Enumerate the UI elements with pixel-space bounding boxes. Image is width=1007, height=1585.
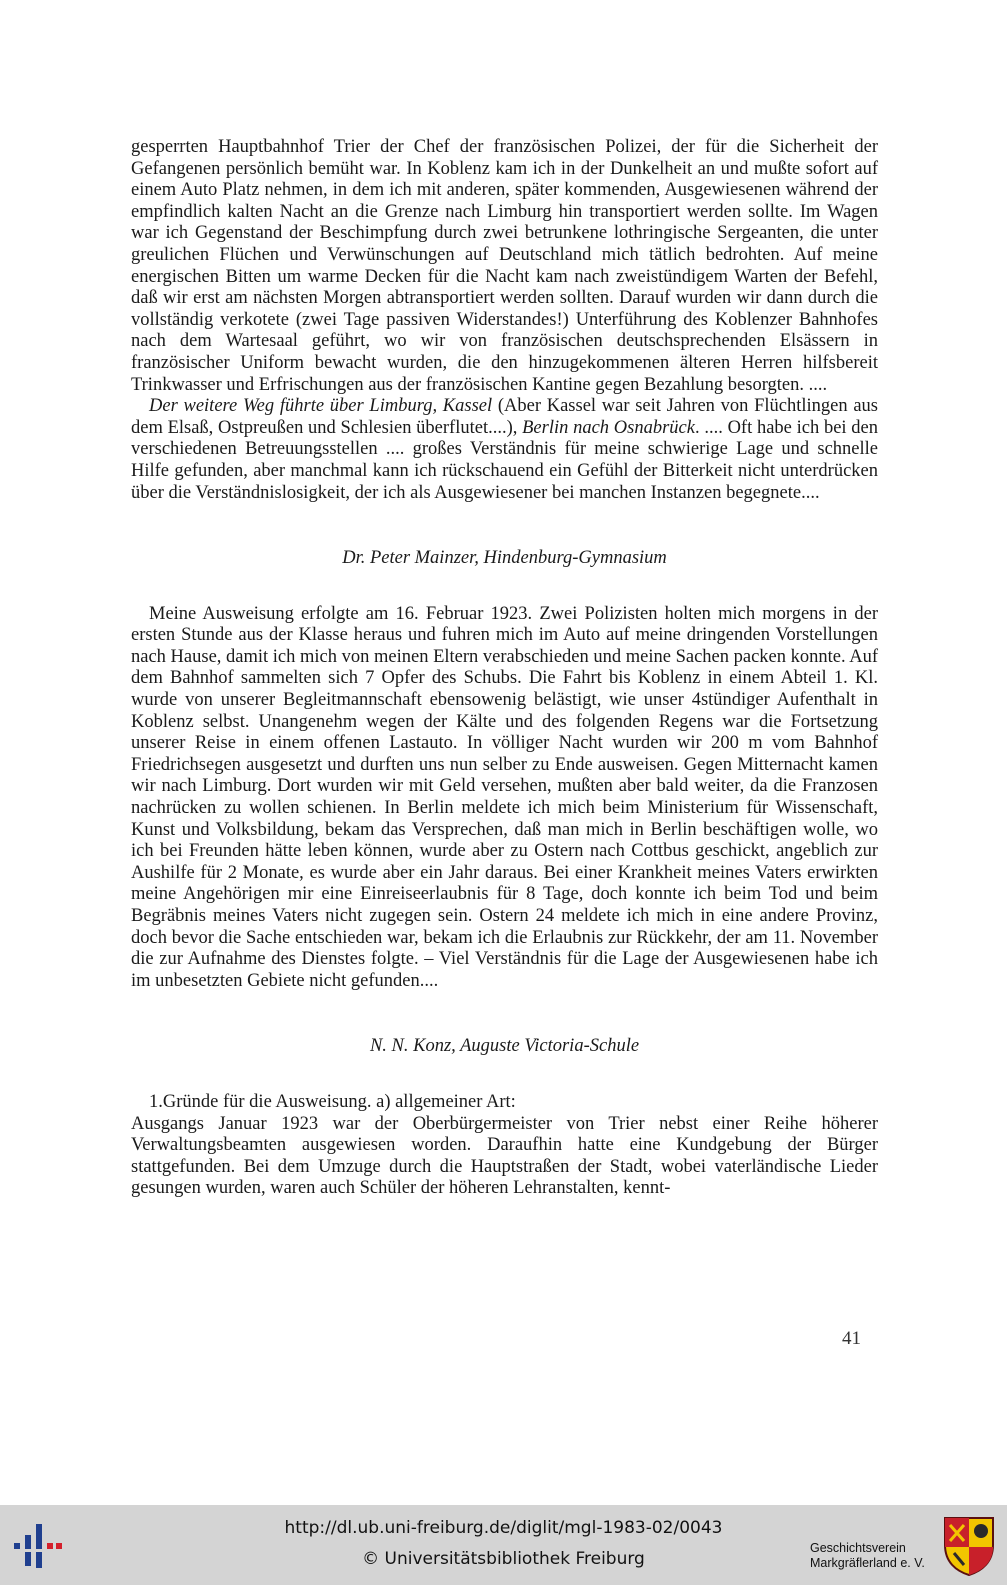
footer-copyright: © Universitätsbibliothek Freiburg [362,1549,645,1569]
society-name [810,1541,938,1571]
text-column [131,137,878,1200]
paragraph-konz-list-item: 1.Gründe für die Ausweisung. a) allgemeiner Art: [149,1091,516,1112]
society-name-line1: Geschichtsverein [810,1541,906,1555]
coat-of-arms-icon [942,1515,996,1577]
footer-bar [0,1505,1007,1585]
section-spacer [131,570,878,604]
paragraph-mainzer: Meine Ausweisung erfolgte am 16. Februar 1923. Zwei Polizisten holten mich morgens in der ersten Stunde aus der Klasse heraus und fuhren mich im Auto auf meine dringenden Vorstellungen nach Hause, damit ich mich von meinen Eltern verabschieden und meine Sachen packen konnte. Auf dem Bahnhof sammelten sich 7 Opfer des Schubs. Die Fahrt bis Koblenz in einem Abteil 1. Kl. wurde von unserer Begleitmannschaft ebensowenig belästigt, wie unser 4stündiger Aufenthalt in Koblenz selbst. Unangenehm wegen der Kälte und des folgenden Regens war die Fortsetzung unserer Reise in einem offenen Lastauto. In völliger Nacht wurden wir 200 m vom Bahnhof Friedrichsegen ausgesetzt und durften uns nun selber zu Ende ausweisen. Gegen Mitternacht kamen wir nach Limburg. Dort wurden wir mit Geld versehen, mußten aber bald weiter, da die Franzosen nachrücken zu wollen schienen. In Berlin meldete ich mich beim Ministerium für Wissenschaft, Kunst und Volksbildung, bekam das Versprechen, daß man mich in Berlin beschäftigen wolle, wo ich bei Freunden hätte leben können, wurde aber zu Ostern nach Cottbus geschickt, angeblich zur Aushilfe für 2 Monate, es wurde aber ein Jahr daraus. Bei einer Krankheit meines Vaters erwirkten meine Angehörigen mir eine Einreiseerlaubnis für 8 Tage, doch konnte ich beim Tod und beim Begräbnis meines Vaters nicht zugegen sein. Ostern 24 meldete ich mich in eine andere Provinz, doch bevor die Sache entschieden war, bekam ich die Erlaubnis zur Rückkehr, der am 11. November die zur Aufnahme des Dienstes folgte. – Viel Verständnis für die Lage der Ausgewiesenen habe ich im unbesetzten Gebiete nicht gefunden.... [131,603,878,991]
society-name-line2: Markgräflerland e. V. [810,1556,925,1570]
travel-text-2: . .... Oft habe ich bei den verschiedenen Betreuungsstellen .... großes Verständnis für meine schwierige Lage und schnelle Hilfe gefunden, aber manchmal kann ich rückschauend ein Gefühl der Bitterkeit nicht unterdrücken über die Verständnislosigkeit, der ich als Ausgewiesener bei manchen Instanzen begegnete.... [131,417,879,503]
section-spacer [131,504,878,548]
italic-travel-route-2: Berlin nach Osnabrück [522,417,695,438]
paragraph-continued: gesperrten Hauptbahnhof Trier der Chef der französischen Polizei, der für die Sicherheit der Gefangenen persönlich bemüht war. In Koblenz kam ich in der Dunkelheit an und mußte sofort auf einem Auto Platz nehmen, in dem ich mit anderen, später kommenden, Ausgewiesenen während der empfindlich kalten Nacht an die Grenze nach Limburg hin transportiert werden sollte. Im Wagen war ich Gegenstand der Beschimpfung durch zwei betrunkene lothringische Sergeanten, die unter greulichen Flüchen und Verwünschungen auf Deutschland mich tätlich bedrohten. Auf meine energischen Bitten um warme Decken für die Nacht kam nach zweistündigem Warten der Befehl, daß wir erst am nächsten Morgen abtransportiert werden sollten. Darauf wurden wir dann durch die vollständig verkotete (zwei Tage passiven Widerstandes!) Unterführung des Koblenzer Bahnhofes nach dem Wartesaal geführt, wo wir von französischen deutschsprechenden Elsässern in französischer Uniform bewacht wurden, die den hinzugekommenen älteren Herren hilfsbereit Trinkwasser und Erfrischungen aus der französischen Kantine gegen Bezahlung besorgten. .... [131,137,878,395]
footer-url-link[interactable]: http://dl.ub.uni-freiburg.de/diglit/mgl-1983-02/0043 [284,1518,723,1538]
page-number: 41 [842,1328,861,1349]
section-heading-konz: N. N. Konz, Auguste Victoria-Schule [369,1036,640,1057]
italic-travel-route-1: Der weitere Weg führte über Limburg, Kassel [149,396,493,417]
section-spacer [131,1058,878,1092]
section-spacer [131,992,878,1036]
paragraph-travel [131,396,878,504]
section-heading-mainzer: Dr. Peter Mainzer, Hindenburg-Gymnasium [342,548,667,569]
paragraph-konz: Ausgangs Januar 1923 war der Oberbürgermeister von Trier nebst einer Reihe höherer Verwaltungsbeamten ausgewiesen worden. Daraufhin hatte eine Kundgebung der Bürger stattgefunden. Bei dem Umzuge durch die Hauptstraßen der Stadt, wobei vaterländische Lieder gesungen wurden, waren auch Schüler der höheren Lehranstalten, kennt- [131,1113,878,1199]
travel-text-1: (Aber Kassel war seit Jahren von Flüchtlingen aus dem Elsaß, Ostpreußen und Schlesien überflutet....), [131,396,878,438]
